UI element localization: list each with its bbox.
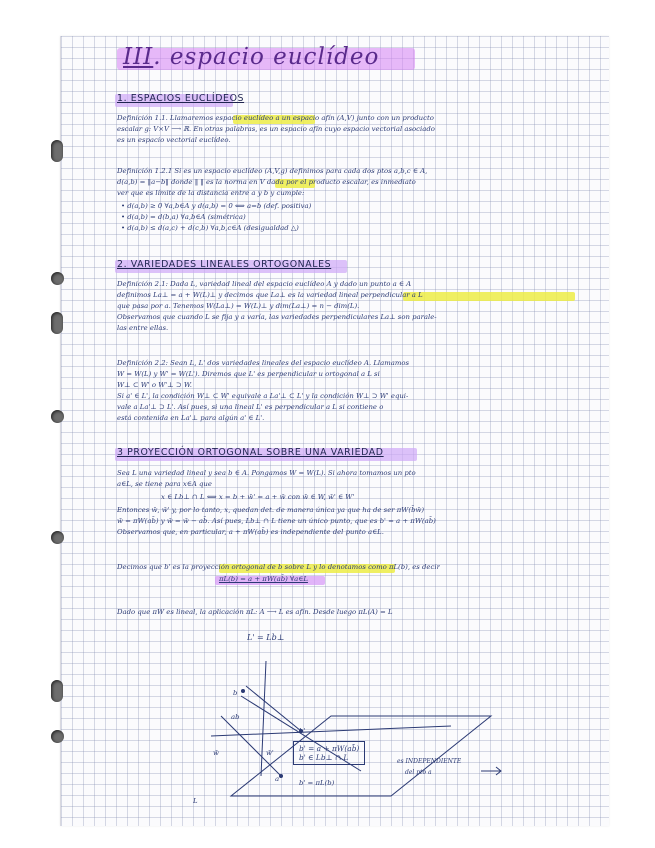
property-item: • d(a,b) ≤ d(a,c) + d(c,b) ∀a,b,c∈A (desigualdad △) — [121, 224, 299, 232]
figure-top-label: L' = Lb⊥ — [247, 633, 285, 642]
point-a — [279, 774, 283, 778]
figure-label-L: L — [193, 797, 198, 805]
figure-label-w-prime: w̄' — [266, 749, 274, 757]
sec-3-equation: x ∈ Lb⊥ ∩ L ⟺ x = b + w̄' = a + w̄ con w̄ ∈ W, w̄' ∈ W' — [161, 493, 355, 501]
def-2-2-line: W⊥ ⊂ W' o W'⊥ ⊃ W. — [117, 381, 192, 389]
binder-hole — [51, 730, 64, 743]
section-2-heading: 2. VARIEDADES LINEALES ORTOGONALES — [117, 259, 332, 270]
def-2-1-line: Observamos que cuando L se fija y a varía, las variedades perpendiculares La⊥ son parale- — [117, 313, 437, 321]
property-item: • d(a,b) = d(b,a) ∀a,b∈A (simétrica) — [121, 213, 246, 221]
sec-3-line: Entonces w̄, w̄' y, por lo tanto, x, quedan det. de manera única ya que ha de ser πW(b̄w̄) — [117, 506, 425, 514]
title-roman-numeral: III — [123, 44, 154, 70]
boxed-line: b' ∈ Lb⊥ ∩ L — [299, 753, 349, 762]
def-1-2-line: Definición 1.2.1 Si es un espacio euclídeo (A,V,g) definimos para cada dos ptos a,b,c ∈ A, — [117, 167, 428, 175]
def-2-1-line: definimos La⊥ = a + W(L)⊥ y decimos que La⊥ es la variedad lineal perpendicular a L — [117, 291, 423, 299]
projection-diagram — [191, 626, 611, 816]
property-item: • d(a,b) ≥ 0 ∀a,b∈A y d(a,b) = 0 ⟺ a=b (def. positiva) — [121, 202, 312, 210]
def-2-2-line: Definición 2.2: Sean L, L' dos variedades lineales del espacio euclídeo A. Llamamos — [117, 359, 410, 367]
figure-note: es INDEPENDIENTE — [397, 758, 462, 765]
notebook-page — [60, 36, 609, 826]
figure-label-b: b — [233, 689, 238, 697]
sec-3-def-line: Decimos que b' es la proyección ortogonal de b sobre L y lo denotamos como πL(b), es decir — [117, 563, 440, 571]
def-1-2-line: ver que es límite de la distancia entre a y b y cumple: — [117, 189, 305, 197]
def-2-1-line: que pasa por a. Tenemos W(La⊥) = W(L)⊥ y dim(La⊥) = n − dim(L). — [117, 302, 360, 310]
sec-3-line: a∈L, se tiene para x∈A que — [117, 480, 212, 488]
boxed-line: b' = a + πW(ab̄) — [299, 744, 360, 753]
def-2-2-line: W = W(L) y W' = W(L'). Diremos que L' es perpendicular u ortogonal a L si — [117, 370, 380, 378]
binder-hole — [51, 272, 64, 285]
point-b — [241, 689, 245, 693]
binder-hole — [51, 680, 63, 702]
sec-3-line: Sea L una variedad lineal y sea b ∈ A. Pongamos W = W(L). Si ahora tomamos un pto — [117, 469, 416, 477]
def-1-1-line: escalar g: V×V ⟶ ℝ. En otras palabras, es un espacio afín cuyo espacio vectorial asociado — [117, 125, 435, 133]
figure-label-b-prime: b' — [299, 727, 306, 735]
def-2-1-line: las entre ellas. — [117, 324, 169, 332]
binder-hole — [51, 410, 64, 423]
figure-result: b' = πL(b) — [299, 779, 335, 787]
diagonal-line — [211, 726, 451, 736]
sec-3-line: Observamos que, en particular, a + πW(ab̄) es independiente del punto a∈L. — [117, 528, 384, 536]
binder-hole — [51, 140, 63, 162]
sec-3-formula: πL(b) = a + πW(ab̄) ∀a∈L — [219, 575, 308, 583]
sec-3-line: w̄ = πW(ab̄) y w̄ = w̄ − ab̄. Así pues, Lb⊥ ∩ L tiene un único punto, que es b' = a + πW(ab̄) — [117, 517, 436, 525]
highlight-variedad-perpendicular — [403, 292, 575, 301]
figure-label-w: w̄ — [213, 749, 219, 757]
def-1-1-line: Definición 1.1. Llamaremos espacio euclídeo a un espacio afín (A,V) junto con un producto — [117, 114, 434, 122]
def-1-2-line: d(a,b) = ‖a−b‖ donde ‖ ‖ es la norma en V dada por el producto escalar, es inmediato — [117, 178, 416, 186]
def-2-2-line: Si a' ∈ L', la condición W⊥ ⊂ W' equivale a La'⊥ ⊂ L' y la condición W⊥ ⊃ W' equi- — [117, 392, 409, 400]
vector-ab — [246, 686, 301, 731]
def-2-2-line: vale a La'⊥ ⊃ L'. Así pues, si una lineal L' es perpendicular a L si contiene o — [117, 403, 384, 411]
section-3-heading: 3 PROYECCIÓN ORTOGONAL SOBRE UNA VARIEDAD — [117, 447, 384, 458]
binder-hole — [51, 312, 63, 334]
figure-label-ab: ab — [231, 713, 240, 721]
figure-label-a: a — [275, 775, 280, 783]
binder-hole — [51, 531, 64, 544]
vector-w — [221, 716, 281, 776]
title-text: . espacio euclídeo — [153, 44, 380, 70]
def-2-2-line: está contenida en La'⊥ para algún a' ∈ L'. — [117, 414, 265, 422]
sec-3-conclusion: Dado que πW es lineal, la aplicación πL: A ⟶ L es afín. Desde luego πL(A) = L — [117, 608, 393, 616]
def-1-1-line: es un espacio vectorial euclídeo. — [117, 136, 231, 144]
def-2-1-line: Definición 2.1: Dada L, variedad lineal del espacio euclídeo A y dado un punto a ∈ A — [117, 280, 412, 288]
page-title — [123, 44, 379, 70]
boxed-result — [293, 741, 365, 765]
section-1-heading: 1. ESPACIOS EUCLÍDEOS — [117, 93, 245, 104]
figure-note: del pto a — [405, 769, 432, 776]
